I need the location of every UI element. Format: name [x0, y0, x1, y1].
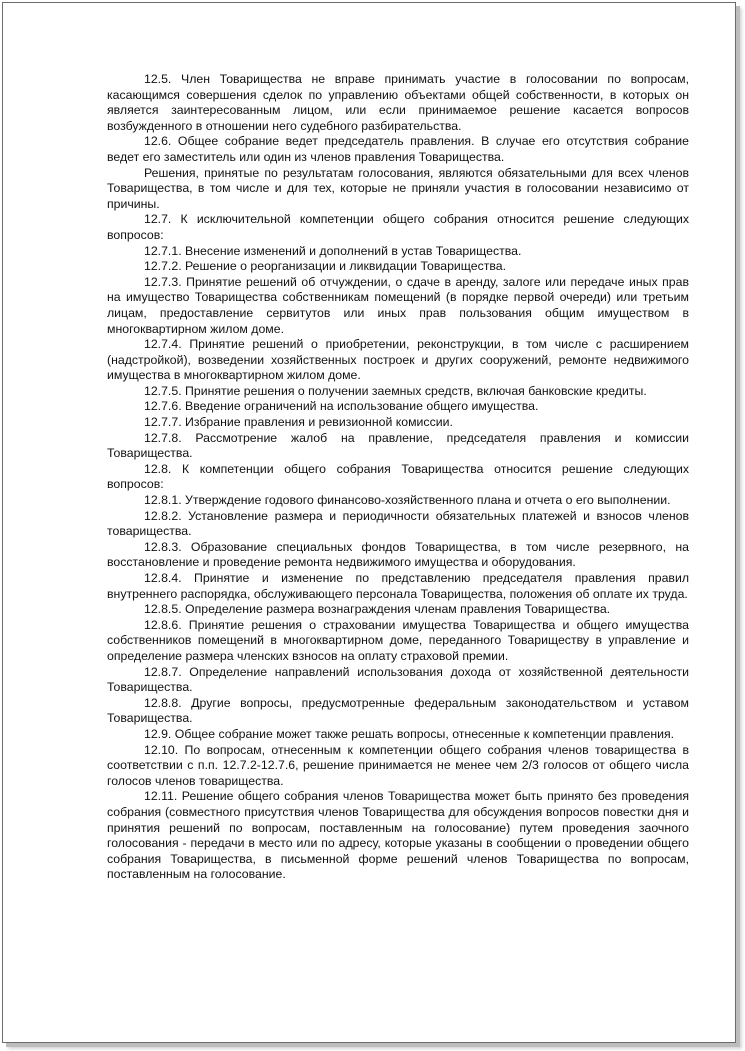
paragraph-12-7-4: 12.7.4. Принятие решений о приобретении, реконструкции, в том числе с расширением (надстройкой), возведении хозяйственных построек и других сооружений, ремонте недвижимого имущества в многоквартирном жилом доме. [107, 337, 689, 383]
paragraph-12-7-3: 12.7.3. Принятие решений об отчуждении, о сдаче в аренду, залоге или передаче иных прав на имущество Товарищества собственникам помещений (в порядке первой очереди) или третьим лицам, предоставление сервитутов или иных прав пользования общим имуществом в многоквартирном жилом доме. [107, 274, 689, 336]
document-page [2, 2, 736, 1043]
paragraph-12-8-8: 12.8.8. Другие вопросы, предусмотренные федеральным законодательством и уставом Товарищества. [107, 695, 689, 726]
paragraph-decisions-binding: Решения, принятые по результатам голосования, являются обязательными для всех членов Товарищества, в том числе и для тех, которые не приняли участия в голосовании независимо от причины. [107, 165, 689, 211]
paragraph-12-8-6: 12.8.6. Принятие решения о страховании имущества Товарищества и общего имущества собственников помещений в многоквартирном доме, переданного Товариществу в управление и определение размера членских взносов на оплату страховой премии. [107, 617, 689, 663]
paragraph-12-7-1: 12.7.1. Внесение изменений и дополнений в устав Товарищества. [144, 243, 522, 258]
paragraph-12-8-3: 12.8.3. Образование специальных фондов Товарищества, в том числе резервного, на восстановление и проведение ремонта недвижимого имущества и оборудования. [107, 539, 689, 570]
paragraph-12-6: 12.6. Общее собрание ведет председатель правления. В случае его отсутствия собрание ведет его заместитель или один из членов правления Товарищества. [107, 134, 689, 164]
paragraph-12-7-8: 12.7.8. Рассмотрение жалоб на правление, председателя правления и комиссии Товарищества. [107, 430, 689, 461]
paragraph-12-7-6: 12.7.6. Введение ограничений на использование общего имущества. [144, 399, 539, 414]
paragraph-12-10: 12.10. По вопросам, отнесенным к компетенции общего собрания членов товарищества в соответствии с п.п. 12.7.2-12.7.6, решение принимается не менее чем 2/3 голосов от общего числа голосов членов товарищества. [107, 742, 689, 788]
paragraph-12-8-4: 12.8.4. Принятие и изменение по представлению председателя правления правил внутреннего распорядка, обслуживающего персонала Товарищества, положения об оплате их труда. [107, 571, 689, 601]
paragraph-12-8-2: 12.8.2. Установление размера и периодичности обязательных платежей и взносов членов товарищества. [107, 508, 689, 539]
document-body [107, 72, 689, 883]
paragraph-12-7-5: 12.7.5. Принятие решения о получении заемных средств, включая банковские кредиты. [144, 383, 647, 398]
paragraph-12-8: 12.8. К компетенции общего собрания Товарищества относится решение следующих вопросов: [107, 461, 689, 492]
paragraph-12-8-1: 12.8.1. Утверждение годового финансово-хозяйственного плана и отчета о его выполнении. [144, 493, 671, 508]
paragraph-12-7-2: 12.7.2. Решение о реорганизации и ликвидации Товарищества. [144, 259, 507, 274]
paragraph-12-8-7: 12.8.7. Определение направлений использования дохода от хозяйственной деятельности Товарищества. [107, 664, 689, 695]
paragraph-12-9: 12.9. Общее собрание может также решать вопросы, отнесенные к компетенции правления. [144, 726, 675, 741]
paragraph-12-8-5: 12.8.5. Определение размера вознаграждения членам правления Товарищества. [144, 602, 611, 617]
paragraph-12-5: 12.5. Член Товарищества не вправе принимать участие в голосовании по вопросам, касающимся совершения сделок по управлению объектами общей собственности, в которых он является заинтересованным лицом, или если принимаемое решение касается вопросов возбужденного в отношении него судебного разбирательства. [107, 72, 689, 133]
paragraph-12-7-7: 12.7.7. Избрание правления и ревизионной комиссии. [144, 415, 453, 430]
paragraph-12-7: 12.7. К исключительной компетенции общего собрания относится решение следующих вопросов: [107, 212, 689, 242]
paragraph-12-11: 12.11. Решение общего собрания членов Товарищества может быть принято без проведения собрания (совместного присутствия членов Товарищества для обсуждения вопросов повестки дня и принятия решений по вопросам, поставленным на голосование) путем проведения заочного голосования - передачи в место или по адресу, которые указаны в сообщении о проведении общего собрания Товарищества, в письменной форме решений членов Товарищества по вопросам, поставленным на голосование. [107, 789, 689, 882]
